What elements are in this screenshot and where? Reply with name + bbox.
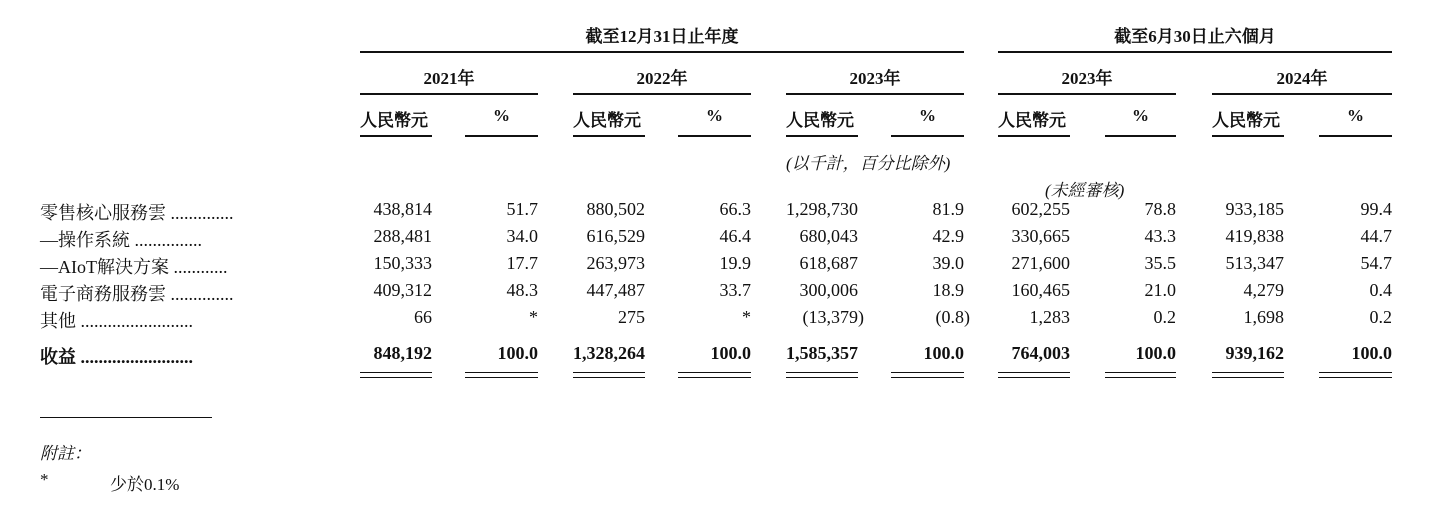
total-double-rule [1212, 377, 1284, 378]
year-rule [998, 93, 1176, 95]
table-cell: 419,838 [1225, 226, 1284, 246]
total-double-rule [678, 372, 751, 373]
total-cell: 1,328,264 [573, 343, 645, 363]
unit-header: 人民幣元 [786, 111, 854, 130]
table-cell: 1,298,730 [786, 199, 858, 219]
year-rule [786, 93, 964, 95]
table-cell: 300,006 [799, 280, 858, 300]
footnote-text: 少於0.1% [110, 475, 180, 494]
pct-header: % [706, 106, 723, 125]
table-cell: 46.4 [719, 226, 751, 246]
total-double-rule [1319, 372, 1392, 373]
table-cell: 81.9 [932, 199, 964, 219]
table-cell: 602,255 [1011, 199, 1070, 219]
row-label: 電子商務服務雲 .............. [40, 284, 234, 304]
note-thousands: (以千計，百分比除外) [786, 154, 951, 173]
total-double-rule [465, 377, 538, 378]
table-cell: 1,698 [1243, 307, 1284, 327]
table-cell: 21.0 [1144, 280, 1176, 300]
total-double-rule [678, 377, 751, 378]
note-unaudited: (未經審核) [1045, 181, 1125, 200]
table-cell: 680,043 [799, 226, 858, 246]
table-cell: * [529, 307, 538, 327]
total-double-rule [573, 377, 645, 378]
row-label: —操作系統 ............... [40, 230, 202, 250]
total-cell: 100.0 [1351, 343, 1392, 363]
table-cell: 78.8 [1144, 199, 1176, 219]
unit-rule [465, 135, 538, 137]
total-double-rule [1105, 372, 1176, 373]
table-cell: 35.5 [1144, 253, 1176, 273]
table-cell: 330,665 [1011, 226, 1070, 246]
pct-header: % [1132, 106, 1149, 125]
total-double-rule [1319, 377, 1392, 378]
footnote-mark: * [40, 470, 49, 489]
period-header-annual: 截至12月31日止年度 [585, 27, 739, 46]
unit-rule [678, 135, 751, 137]
table-cell: 51.7 [506, 199, 538, 219]
table-cell: 618,687 [799, 253, 858, 273]
total-cell: 100.0 [710, 343, 751, 363]
total-double-rule [1212, 372, 1284, 373]
total-double-rule [786, 377, 858, 378]
table-cell: 18.9 [932, 280, 964, 300]
year-rule [573, 93, 751, 95]
unit-header: 人民幣元 [998, 111, 1066, 130]
unit-rule [573, 135, 645, 137]
year-header: 2023年 [849, 69, 901, 88]
table-cell: 66.3 [719, 199, 751, 219]
table-cell: 42.9 [932, 226, 964, 246]
table-cell: 43.3 [1144, 226, 1176, 246]
total-cell: 100.0 [923, 343, 964, 363]
year-rule [1212, 93, 1392, 95]
unit-rule [360, 135, 432, 137]
table-cell: 33.7 [719, 280, 751, 300]
table-cell: 19.9 [719, 253, 751, 273]
table-cell: 160,465 [1011, 280, 1070, 300]
table-cell: 275 [618, 307, 645, 327]
unit-rule [1212, 135, 1284, 137]
table-cell: 271,600 [1011, 253, 1070, 273]
table-cell: 0.2 [1153, 307, 1176, 327]
unit-header: 人民幣元 [360, 111, 428, 130]
row-label: —AIoT解決方案 ............ [40, 257, 228, 277]
total-row-label: 收益 ......................... [40, 347, 193, 367]
year-header: 2022年 [636, 69, 688, 88]
table-cell: 288,481 [373, 226, 432, 246]
total-double-rule [998, 377, 1070, 378]
unit-header: 人民幣元 [573, 111, 641, 130]
total-cell: 939,162 [1225, 343, 1284, 363]
table-cell: 880,502 [586, 199, 645, 219]
year-header: 2023年 [1061, 69, 1113, 88]
table-cell: 44.7 [1360, 226, 1392, 246]
table-cell: 48.3 [506, 280, 538, 300]
table-cell: * [742, 307, 751, 327]
unit-rule [1105, 135, 1176, 137]
table-cell: 0.4 [1369, 280, 1392, 300]
table-cell: (0.8) [935, 307, 970, 327]
total-cell: 1,585,357 [786, 343, 858, 363]
total-double-rule [465, 372, 538, 373]
table-cell: 1,283 [1029, 307, 1070, 327]
table-cell: 438,814 [373, 199, 432, 219]
total-double-rule [998, 372, 1070, 373]
total-double-rule [786, 372, 858, 373]
pct-header: % [919, 106, 936, 125]
table-cell: 54.7 [1360, 253, 1392, 273]
period-rule-annual [360, 51, 964, 53]
table-cell: 39.0 [932, 253, 964, 273]
total-cell: 100.0 [497, 343, 538, 363]
table-cell: 409,312 [373, 280, 432, 300]
unit-header: 人民幣元 [1212, 111, 1280, 130]
period-rule-six-months [998, 51, 1392, 53]
table-cell: 34.0 [506, 226, 538, 246]
footnote-separator [40, 417, 212, 418]
footnote-title: 附註： [40, 444, 91, 463]
period-header-six-months: 截至6月30日止六個月 [1114, 27, 1276, 46]
total-double-rule [573, 372, 645, 373]
table-cell: 4,279 [1243, 280, 1284, 300]
table-cell: 0.2 [1369, 307, 1392, 327]
total-cell: 764,003 [1011, 343, 1070, 363]
total-double-rule [360, 372, 432, 373]
row-label: 零售核心服務雲 .............. [40, 203, 234, 223]
total-double-rule [360, 377, 432, 378]
table-cell: 17.7 [506, 253, 538, 273]
table-cell: 933,185 [1225, 199, 1284, 219]
table-cell: 99.4 [1360, 199, 1392, 219]
table-cell: 150,333 [373, 253, 432, 273]
table-cell: 263,973 [586, 253, 645, 273]
table-cell: 513,347 [1225, 253, 1284, 273]
year-rule [360, 93, 538, 95]
year-header: 2024年 [1276, 69, 1328, 88]
total-double-rule [891, 377, 964, 378]
unit-rule [891, 135, 964, 137]
table-cell: 447,487 [586, 280, 645, 300]
unit-rule [1319, 135, 1392, 137]
total-double-rule [1105, 377, 1176, 378]
unit-rule [998, 135, 1070, 137]
total-cell: 100.0 [1135, 343, 1176, 363]
pct-header: % [1347, 106, 1364, 125]
row-label: 其他 ......................... [40, 311, 193, 331]
table-cell: (13,379) [802, 307, 864, 327]
total-double-rule [891, 372, 964, 373]
pct-header: % [493, 106, 510, 125]
table-cell: 616,529 [586, 226, 645, 246]
total-cell: 848,192 [373, 343, 432, 363]
table-cell: 66 [414, 307, 432, 327]
unit-rule [786, 135, 858, 137]
year-header: 2021年 [423, 69, 475, 88]
